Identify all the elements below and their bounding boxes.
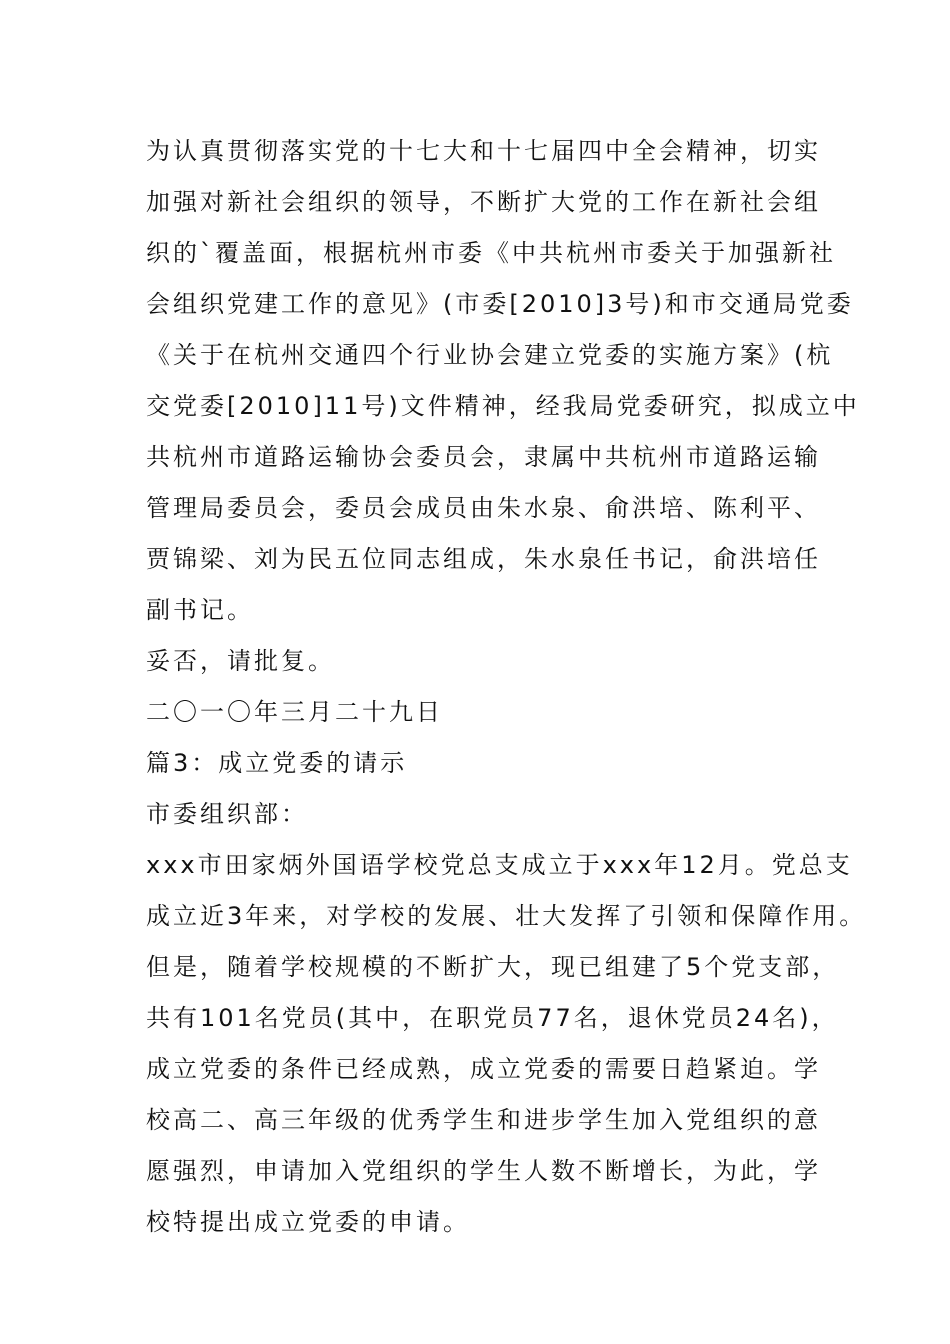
text-line: xxx市田家炳外国语学校党总支成立于xxx年12月。党总支 <box>146 851 853 879</box>
recipient-salutation: 市委组织部： <box>146 800 308 828</box>
text-line: 织的`覆盖面，根据杭州市委《中共杭州市委关于加强新社 <box>146 239 836 267</box>
text-line: 共杭州市道路运输协会委员会，隶属中共杭州市道路运输 <box>146 443 821 471</box>
document-date: 二〇一〇年三月二十九日 <box>146 698 443 726</box>
text-line: 共有101名党员(其中，在职党员77名，退休党员24名)， <box>146 1004 839 1032</box>
text-line: 校高二、高三年级的优秀学生和进步学生加入党组织的意 <box>146 1106 821 1134</box>
text-line: 《关于在杭州交通四个行业协会建立党委的实施方案》(杭 <box>146 341 834 369</box>
section-title: 篇3：成立党委的请示 <box>146 749 408 777</box>
text-line: 贾锦梁、刘为民五位同志组成，朱水泉任书记，俞洪培任 <box>146 545 821 573</box>
text-line: 交党委[2010]11号)文件精神，经我局党委研究，拟成立中 <box>146 392 860 420</box>
closing-request: 妥否，请批复。 <box>146 647 335 675</box>
text-line: 成立近3年来，对学校的发展、壮大发挥了引领和保障作用。 <box>146 902 867 930</box>
text-line: 管理局委员会，委员会成员由朱水泉、俞洪培、陈利平、 <box>146 494 821 522</box>
text-line: 但是，随着学校规模的不断扩大，现已组建了5个党支部， <box>146 953 840 981</box>
text-line: 校特提出成立党委的申请。 <box>146 1208 470 1236</box>
text-line: 副书记。 <box>146 596 254 624</box>
text-line: 愿强烈，申请加入党组织的学生人数不断增长，为此，学 <box>146 1157 821 1185</box>
text-line: 为认真贯彻落实党的十七大和十七届四中全会精神，切实 <box>146 137 821 165</box>
text-line: 成立党委的条件已经成熟，成立党委的需要日趋紧迫。学 <box>146 1055 821 1083</box>
document-body <box>146 126 867 1248</box>
text-line: 加强对新社会组织的领导，不断扩大党的工作在新社会组 <box>146 188 821 216</box>
text-line: 会组织党建工作的意见》(市委[2010]3号)和市交通局党委 <box>146 290 854 318</box>
